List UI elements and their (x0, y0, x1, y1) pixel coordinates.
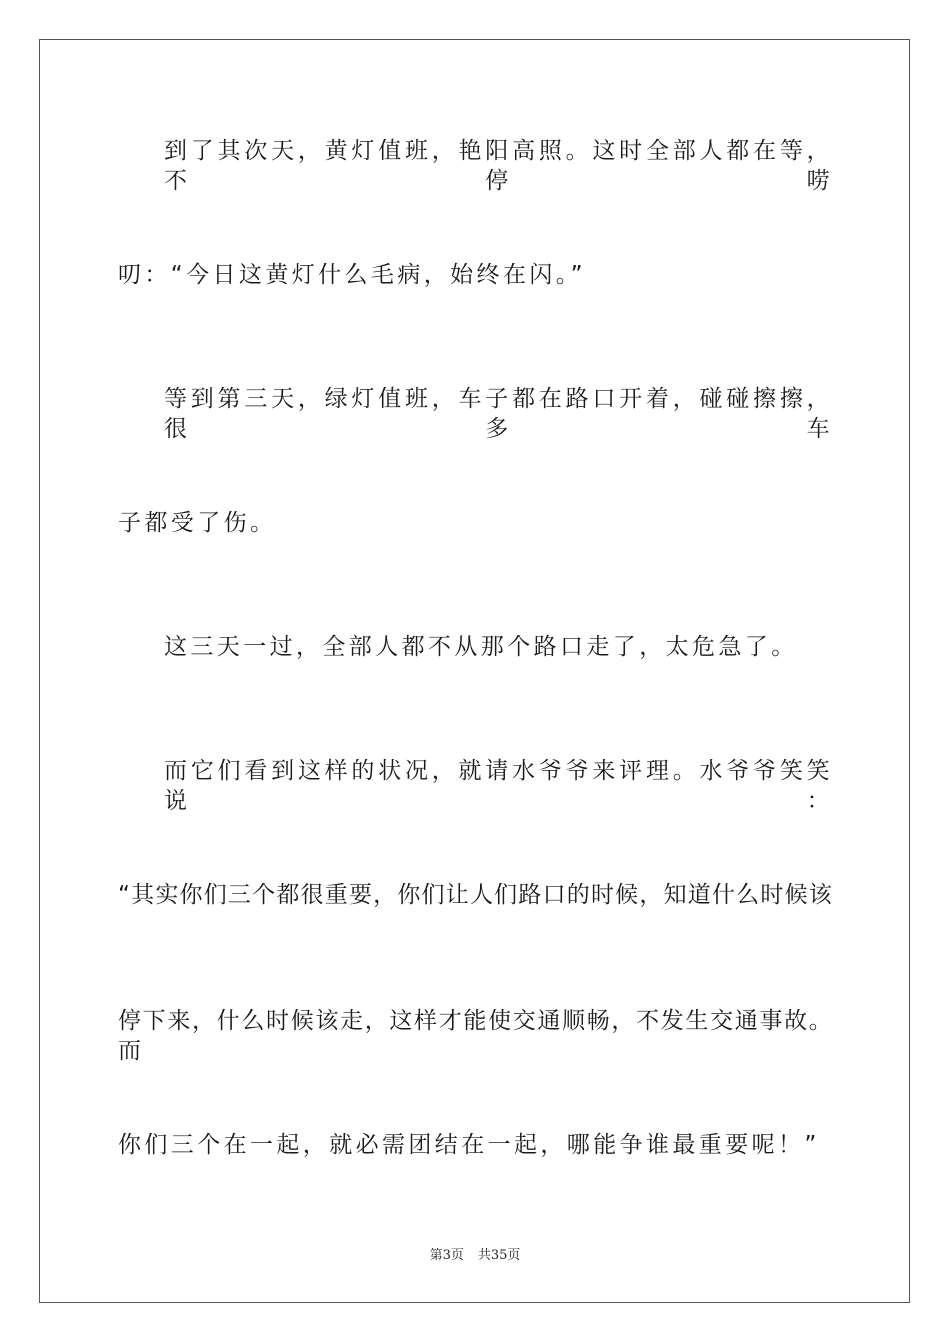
paragraph-line: 你们三个在一起，就必需团结在一起，哪能争谁最重要呢！” (118, 1132, 820, 1158)
paragraph-line: “其实你们三个都很重要，你们让人们路口的时候，知道什么时候该 (118, 882, 833, 908)
paragraph-line: 而它们看到这样的状况，就请水爷爷来评理。水爷爷笑笑说： (164, 758, 833, 814)
paragraph-line: 叨：“今日这黄灯什么毛病，始终在闪。” (118, 262, 586, 288)
page-total: 共35页 (477, 1248, 521, 1263)
page-border (39, 39, 910, 1303)
paragraph-line: 到了其次天，黄灯值班，艳阳高照。这时全部人都在等，不停唠 (164, 138, 833, 194)
paragraph-line: 这三天一过，全部人都不从那个路口走了，太危急了。 (164, 634, 798, 660)
paragraph-line: 子都受了伤。 (118, 510, 277, 536)
page-footer (0, 1247, 950, 1265)
page-number: 第3页 (429, 1248, 464, 1263)
paragraph-line: 停下来，什么时候该走，这样才能使交通顺畅，不发生交通事故。而 (118, 1008, 833, 1064)
paragraph-line: 等到第三天，绿灯值班，车子都在路口开着，碰碰擦擦，很多车 (164, 386, 833, 442)
